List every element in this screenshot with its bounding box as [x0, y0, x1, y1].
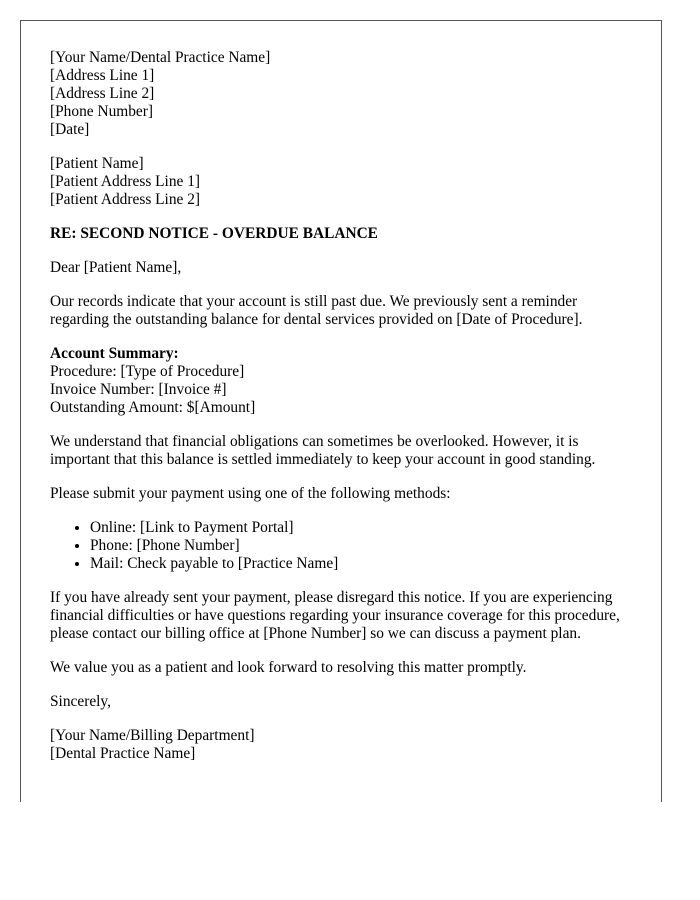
signoff: Sincerely, — [50, 693, 111, 710]
letter-date: [Date] — [50, 121, 90, 138]
summary-procedure: Procedure: [Type of Procedure] — [50, 363, 245, 380]
sender-address-line-1: [Address Line 1] — [50, 67, 155, 84]
payment-method-mail: • Mail: Check payable to [Practice Name] — [90, 555, 632, 573]
signature-practice: [Dental Practice Name] — [50, 745, 196, 762]
sender-address-line-2: [Address Line 2] — [50, 85, 155, 102]
subject-line: RE: SECOND NOTICE - OVERDUE BALANCE — [50, 225, 378, 242]
letter-page — [20, 20, 662, 802]
intro-paragraph: Our records indicate that your account is still past due. We previously sent a reminder regarding the outstanding balance for dental services provided on [Date of Procedure]. — [50, 293, 583, 328]
sender-block — [50, 49, 632, 139]
recipient-name: [Patient Name] — [50, 155, 144, 172]
closing-paragraph: We value you as a patient and look forward to resolving this matter promptly. — [50, 659, 527, 676]
payment-methods-list — [50, 519, 632, 573]
account-summary — [50, 345, 632, 417]
account-summary-heading: Account Summary: — [50, 345, 179, 362]
recipient-address-line-1: [Patient Address Line 1] — [50, 173, 201, 190]
payment-method-online: • Online: [Link to Payment Portal] — [90, 519, 632, 537]
recipient-block — [50, 155, 632, 209]
urgency-paragraph: We understand that financial obligations can sometimes be overlooked. However, it is important that this balance is settled immediately to keep your account in good standing. — [50, 433, 596, 468]
salutation: Dear [Patient Name], — [50, 259, 182, 276]
sender-phone: [Phone Number] — [50, 103, 154, 120]
disregard-paragraph: If you have already sent your payment, please disregard this notice. If you are experiencing financial difficulties or have questions regarding your insurance coverage for this procedure, please contact our billing office at [Phone Number] so we can discuss a payment plan. — [50, 589, 620, 642]
recipient-address-line-2: [Patient Address Line 2] — [50, 191, 201, 208]
summary-invoice: Invoice Number: [Invoice #] — [50, 381, 227, 398]
sender-name: [Your Name/Dental Practice Name] — [50, 49, 271, 66]
summary-amount: Outstanding Amount: $[Amount] — [50, 399, 256, 416]
signature-name: [Your Name/Billing Department] — [50, 727, 255, 744]
signature-block — [50, 727, 632, 763]
payment-method-phone: • Phone: [Phone Number] — [90, 537, 632, 555]
payment-intro: Please submit your payment using one of the following methods: — [50, 485, 451, 502]
